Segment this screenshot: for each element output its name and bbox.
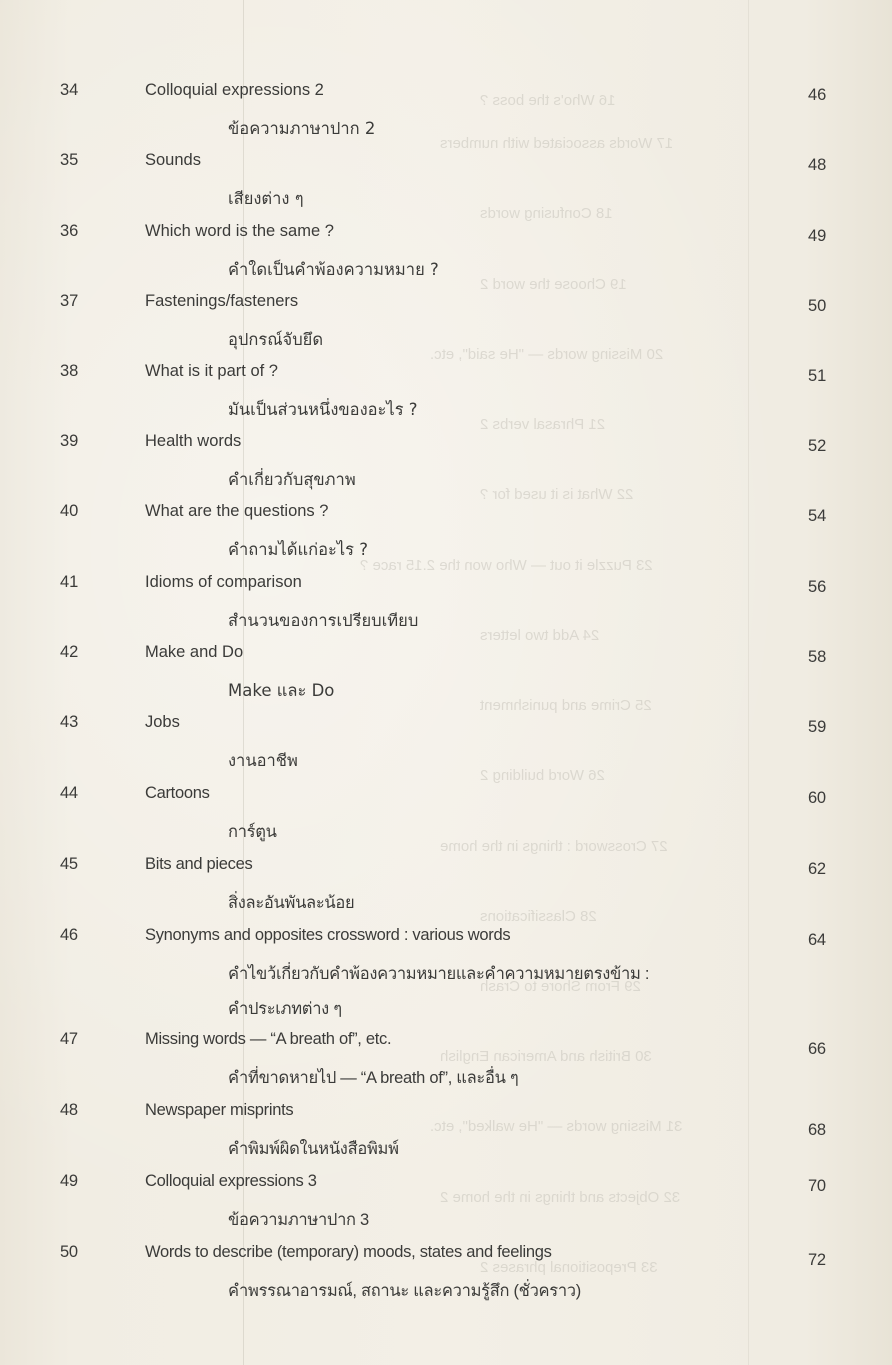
exercise-title-english: Fastenings/fasteners — [145, 292, 299, 310]
page-number: 60 — [808, 789, 826, 807]
toc-entry — [0, 1243, 892, 1313]
page-number: 46 — [808, 86, 827, 104]
toc-entry — [0, 926, 892, 1018]
bleed-through-line: 24 Add two letters — [480, 627, 600, 644]
page-number: 51 — [808, 367, 827, 385]
page-number: 58 — [808, 648, 827, 666]
toc-entry — [0, 81, 892, 151]
exercise-number: 45 — [60, 855, 78, 873]
exercise-title-thai: คำถามได้แก่อะไร ? — [228, 540, 369, 559]
exercise-title-thai: ข้อความภาษาปาก 3 — [228, 1211, 369, 1229]
bleed-through-line: 26 Word building 2 — [480, 767, 605, 784]
toc-entry — [0, 222, 892, 292]
page-number: 68 — [808, 1121, 826, 1139]
page-number: 52 — [808, 437, 827, 455]
exercise-title-thai: เสียงต่าง ๆ — [228, 189, 304, 208]
exercise-number: 46 — [60, 926, 78, 944]
page-number: 64 — [808, 931, 826, 949]
page-number: 56 — [808, 578, 827, 596]
page-number: 59 — [808, 718, 827, 736]
toc-entry — [0, 713, 892, 783]
exercise-title-thai-continued: คำประเภทต่าง ๆ — [228, 1000, 342, 1018]
exercise-title-thai: งานอาชีพ — [228, 751, 298, 770]
exercise-title-english: What is it part of ? — [145, 362, 278, 380]
exercise-title-english: Bits and pieces — [145, 855, 253, 873]
exercise-title-thai: มันเป็นส่วนหนึ่งของอะไร ? — [228, 400, 418, 419]
toc-entry — [0, 1101, 892, 1171]
bleed-through-line: 16 Who's the boss ? — [480, 92, 616, 109]
bleed-through-line: 30 British and American English — [440, 1048, 652, 1065]
toc-entry — [0, 151, 892, 221]
bleed-through-line: 33 Prepositional phrases 2 — [480, 1259, 658, 1276]
bleed-through-line: 18 Confusing words — [480, 205, 613, 222]
exercise-number: 50 — [60, 1243, 78, 1261]
exercise-title-thai: Make และ Do — [228, 681, 335, 700]
exercise-title-english: Synonyms and opposites crossword : various words — [145, 926, 511, 944]
bleed-through-line: 20 Missing words — "He said", etc. — [430, 346, 664, 363]
exercise-title-english: Idioms of comparison — [145, 573, 302, 591]
bleed-through-line: 17 Words associated with numbers — [440, 135, 674, 152]
exercise-number: 49 — [60, 1172, 78, 1190]
toc-entry — [0, 292, 892, 362]
page-number: 50 — [808, 297, 827, 315]
exercise-title-thai: คำไขว้เกี่ยวกับคำพ้องความหมายและคำความหมายตรงข้าม : — [228, 965, 650, 983]
exercise-title-thai: ข้อความภาษาปาก 2 — [228, 119, 376, 138]
exercise-title-english: Colloquial expressions 3 — [145, 1172, 317, 1190]
page-number: 48 — [808, 156, 827, 174]
exercise-number: 44 — [60, 784, 78, 802]
bleed-through-line: 22 What is it used for ? — [480, 486, 634, 503]
page-number: 70 — [808, 1177, 826, 1195]
exercise-title-english: Health words — [145, 432, 242, 450]
page-number: 66 — [808, 1040, 826, 1058]
bleed-through-line: 21 Phrasal verbs 2 — [480, 416, 606, 433]
bleed-through-line: 23 Puzzle it out — Who won the 2.15 race ? — [360, 557, 653, 574]
toc-entry — [0, 1172, 892, 1242]
exercise-number: 42 — [60, 643, 79, 661]
exercise-title-thai: คำที่ขาดหายไป — “A breath of”, และอื่น ๆ — [228, 1069, 519, 1087]
exercise-title-thai: การ์ตูน — [228, 823, 277, 841]
page-number: 72 — [808, 1251, 826, 1269]
exercise-title-english: What are the questions ? — [145, 502, 329, 520]
page-number: 49 — [808, 227, 827, 245]
exercise-title-english: Colloquial expressions 2 — [145, 81, 324, 99]
exercise-number: 39 — [60, 432, 79, 450]
exercise-title-thai: คำเกี่ยวกับสุขภาพ — [228, 470, 356, 489]
exercise-title-english: Cartoons — [145, 784, 210, 802]
bleed-through-line: 29 From Shore to Crash — [480, 978, 641, 995]
toc-entry — [0, 432, 892, 502]
bleed-through-line: 25 Crime and punishment — [480, 697, 652, 714]
toc-entry — [0, 855, 892, 925]
exercise-number: 41 — [60, 573, 79, 591]
exercise-title-english: Newspaper misprints — [145, 1101, 294, 1119]
bleed-through-line: 32 Objects and things in the home 2 — [440, 1189, 681, 1206]
exercise-title-thai: คำใดเป็นคำพ้องความหมาย ? — [228, 260, 439, 279]
exercise-number: 37 — [60, 292, 79, 310]
bleed-through-line: 27 Crossword : things in the home — [440, 838, 668, 855]
exercise-number: 48 — [60, 1101, 78, 1119]
exercise-title-thai: คำพรรณาอารมณ์, สถานะ และความรู้สึก (ชั่วคราว) — [228, 1282, 581, 1300]
exercise-title-thai: อุปกรณ์จับยึด — [228, 330, 324, 349]
page-number: 54 — [808, 507, 827, 525]
toc-entry — [0, 643, 892, 713]
bleed-through-line: 19 Choose the word 2 — [480, 276, 627, 293]
exercise-title-english: Jobs — [145, 713, 180, 731]
bleed-through-line: 31 Missing words — "He walked", etc. — [430, 1118, 683, 1135]
toc-entry — [0, 502, 892, 572]
toc-entry — [0, 1030, 892, 1100]
exercise-title-thai: คำพิมพ์ผิดในหนังสือพิมพ์ — [228, 1140, 399, 1158]
exercise-number: 34 — [60, 81, 79, 99]
toc-entry — [0, 573, 892, 643]
exercise-number: 38 — [60, 362, 79, 380]
exercise-title-english: Make and Do — [145, 643, 244, 661]
exercise-title-thai: สิ่งละอันพันละน้อย — [228, 894, 355, 912]
toc-entry — [0, 784, 892, 854]
bleed-through-line: 28 Classifications — [480, 908, 597, 925]
exercise-number: 35 — [60, 151, 79, 169]
exercise-title-english: Missing words — “A breath of”, etc. — [145, 1030, 392, 1048]
exercise-title-english: Which word is the same ? — [145, 222, 334, 240]
page-number: 62 — [808, 860, 826, 878]
exercise-title-thai: สำนวนของการเปรียบเทียบ — [228, 611, 419, 630]
exercise-title-english: Sounds — [145, 151, 201, 169]
exercise-number: 36 — [60, 222, 79, 240]
exercise-number: 40 — [60, 502, 79, 520]
toc-entry — [0, 362, 892, 432]
exercise-title-english: Words to describe (temporary) moods, states and feelings — [145, 1243, 552, 1261]
exercise-number: 47 — [60, 1030, 78, 1048]
exercise-number: 43 — [60, 713, 79, 731]
